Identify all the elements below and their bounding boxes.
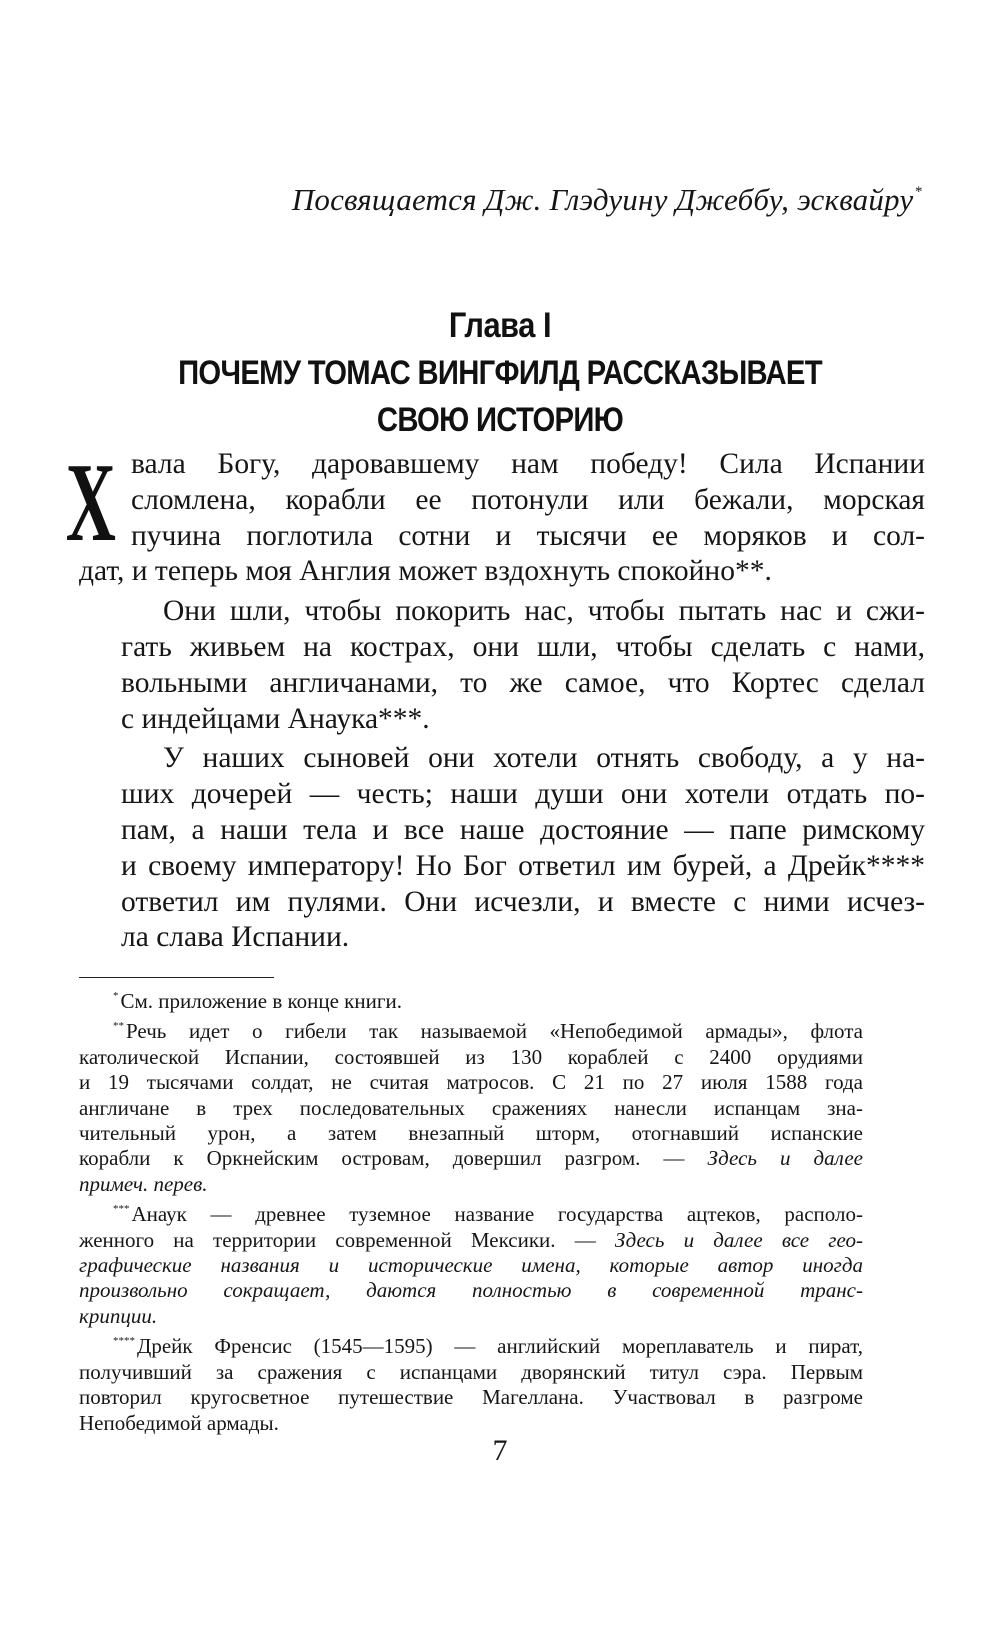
- chapter-body: [65, 441, 925, 960]
- footnote-line: католической Испании, состоявшей из 130 кораблей с 2400 орудиями: [79, 1044, 863, 1069]
- dedication-text: Посвящается Дж. Глэдуину Джеббу, эсквайру: [291, 182, 914, 217]
- footnote-mark: ***: [113, 1203, 130, 1216]
- text-line: с индейцами Анаука***.: [121, 702, 430, 735]
- text-line: пам, а наши тела и все наше достояние — папе римскому: [121, 813, 925, 846]
- dedication: [292, 172, 922, 220]
- text-line: ответил им пулями. Они исчезли, и вместе с ними исчез-: [121, 885, 925, 918]
- footnote-line: и 19 тысячами солдат, не считая матросов. С 21 по 27 июля 1588 года: [79, 1070, 863, 1095]
- footnote-line: графические названия и исторические имена, которые автор иногда: [79, 1253, 863, 1278]
- footnote-4: [79, 1329, 863, 1436]
- footnote-line: женного на территории современной Мексики. — Здесь и далее все гео-: [79, 1227, 863, 1252]
- text-line: пучина поглотила сотни и тысячи ее моряков и сол-: [131, 519, 925, 552]
- footnote-line: произвольно сокращает, даются полностью в современной транс-: [79, 1278, 863, 1303]
- chapter-number: Глава I: [448, 306, 552, 345]
- footnote-line: ****Дрейк Френсис (1545—1595) — английский мореплаватель и пират,: [113, 1334, 863, 1359]
- footnote-mark: ****: [113, 1335, 135, 1348]
- text-line: Они шли, чтобы покорить нас, чтобы пытать нас и сжи-: [163, 595, 925, 628]
- footnote-line: **Речь идет о гибели так называемой «Непобедимой армады», флота: [113, 1019, 863, 1044]
- chapter-title-line-2: СВОЮ ИСТОРИЮ: [376, 401, 624, 439]
- text-line: вольными англичанами, то же самое, что Кортес сделал: [121, 666, 925, 699]
- footnote-line: *См. приложение в конце книги.: [113, 989, 402, 1013]
- drop-cap-letter: Х: [65, 441, 116, 565]
- footnote-mark: *: [113, 990, 119, 1002]
- text-line: сломлена, корабли ее потонули или бежали, морская: [131, 483, 925, 516]
- footnote-line: англичане в трех последовательных сражениях нанесли испанцам зна-: [79, 1095, 863, 1120]
- footnote-line: примеч. перев.: [79, 1171, 208, 1196]
- footnote-line: чительный урон, а затем внезапный шторм, отогнавший испанские: [79, 1121, 863, 1146]
- footnote-2: [79, 1014, 863, 1197]
- dedication-footnote-mark: *: [914, 184, 922, 200]
- footnote-line: получивший за сражения с испанцами дворянский титул сэра. Первым: [79, 1359, 863, 1384]
- text-line: У наших сыновей они хотели отнять свободу, а у на-: [163, 742, 925, 775]
- text-line: и своему императору! Но Бог ответил им бурей, а Дрейк****: [121, 849, 925, 882]
- footnote-line: повторил кругосветное путешествие Магеллана. Участвовал в разгроме: [79, 1385, 863, 1410]
- paragraph-1: [65, 441, 925, 590]
- page-number: 7: [492, 1434, 508, 1467]
- footnote-3: [79, 1197, 863, 1329]
- footnote-mark: **: [113, 1020, 124, 1033]
- text-line: гать живьем на кострах, они шли, чтобы сделать с нами,: [121, 630, 925, 663]
- footnote-line: корабли к Оркнейским островам, довершил разгром. — Здесь и далее: [79, 1146, 863, 1171]
- footnote-divider: [79, 977, 274, 978]
- footnote-line: Непобедимой армады.: [79, 1410, 279, 1435]
- footnote-line: ***Анаук — древнее туземное название государства ацтеков, располо-: [113, 1202, 863, 1227]
- chapter-heading: [80, 306, 920, 444]
- paragraph-2: [79, 594, 925, 737]
- footnote-1: [79, 984, 863, 1014]
- text-line: вала Богу, даровавшему нам победу! Сила Испании: [131, 448, 925, 480]
- text-line: ла слава Испании.: [121, 921, 350, 954]
- text-line: ших дочерей — честь; наши души они хотели отдать по-: [121, 778, 925, 811]
- paragraph-3: [79, 741, 925, 956]
- text-line: дат, и теперь моя Англия может вздохнуть спокойно**.: [79, 555, 772, 588]
- chapter-title-line-1: ПОЧЕМУ ТОМАС ВИНГФИЛД РАССКАЗЫВАЕТ: [178, 354, 822, 392]
- footnote-line: крипции.: [79, 1303, 158, 1328]
- footnotes: [79, 984, 863, 1436]
